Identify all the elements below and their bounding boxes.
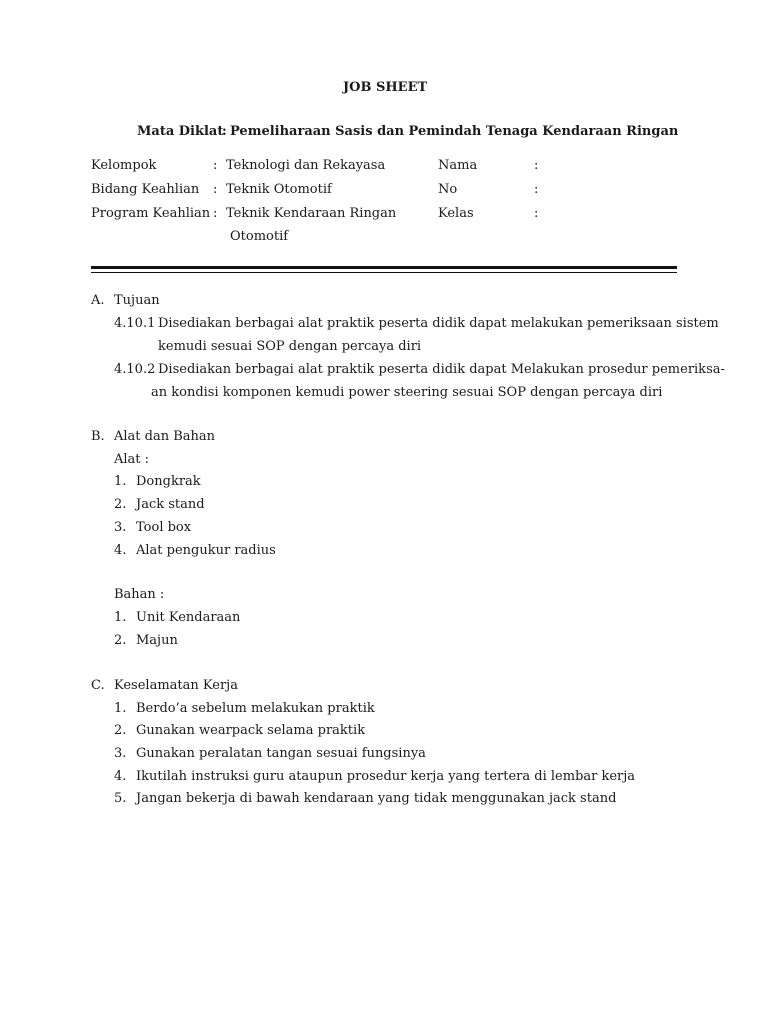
- tool-item: Tool box: [136, 520, 192, 535]
- list-item-number: 3.: [114, 746, 127, 761]
- info-value-bidang: Teknik Otomotif: [226, 182, 332, 197]
- list-item-number: 1.: [114, 701, 127, 716]
- section-a-letter: A.: [91, 293, 105, 308]
- info-label-no: No: [438, 182, 458, 197]
- list-item-number: 1.: [114, 610, 127, 625]
- section-c-letter: C.: [91, 678, 105, 693]
- materials-label: Bahan :: [114, 587, 165, 602]
- tool-item: Dongkrak: [136, 474, 201, 489]
- objective-number: 4.10.1: [114, 316, 156, 331]
- info-value-program-continued: Otomotif: [230, 229, 289, 244]
- list-item-number: 2.: [114, 497, 127, 512]
- objective-number: 4.10.2: [114, 362, 156, 377]
- header-divider-thin: [91, 272, 677, 273]
- objective-text-continued: an kondisi komponen kemudi power steering sesuai SOP dengan percaya diri: [151, 385, 663, 400]
- info-label-kelompok: Kelompok: [91, 158, 157, 173]
- info-separator: :: [213, 182, 218, 197]
- info-label-program: Program Keahlian: [91, 206, 211, 221]
- list-item-number: 2.: [114, 723, 127, 738]
- info-value-program: Teknik Kendaraan Ringan: [226, 206, 397, 221]
- section-b-title: Alat dan Bahan: [114, 429, 216, 444]
- safety-item: Gunakan wearpack selama praktik: [136, 723, 366, 738]
- info-separator: :: [534, 206, 539, 221]
- objective-text: Disediakan berbagai alat praktik peserta didik dapat melakukan pemeriksaan sistem: [158, 316, 719, 331]
- list-item-number: 4.: [114, 769, 127, 784]
- list-item-number: 1.: [114, 474, 127, 489]
- subject-value: Pemeliharaan Sasis dan Pemindah Tenaga Kendaraan Ringan: [230, 124, 679, 139]
- safety-item: Ikutilah instruksi guru ataupun prosedur kerja yang tertera di lembar kerja: [136, 769, 636, 784]
- objective-text: Disediakan berbagai alat praktik peserta didik dapat Melakukan prosedur pemeriksa-: [158, 362, 725, 377]
- subject-separator: :: [222, 124, 227, 139]
- material-item: Majun: [136, 633, 178, 648]
- header-divider-thick: [91, 266, 677, 269]
- list-item-number: 2.: [114, 633, 127, 648]
- list-item-number: 4.: [114, 543, 127, 558]
- safety-item: Jangan bekerja di bawah kendaraan yang tidak menggunakan jack stand: [136, 791, 617, 806]
- tool-item: Jack stand: [136, 497, 205, 512]
- list-item-number: 3.: [114, 520, 127, 535]
- info-separator: :: [534, 158, 539, 173]
- safety-item: Berdo’a sebelum melakukan praktik: [136, 701, 375, 716]
- section-a-title: Tujuan: [114, 293, 160, 308]
- objective-text-continued: kemudi sesuai SOP dengan percaya diri: [158, 339, 422, 354]
- info-separator: :: [534, 182, 539, 197]
- info-separator: :: [213, 206, 218, 221]
- section-c-title: Keselamatan Kerja: [114, 678, 238, 693]
- info-separator: :: [213, 158, 218, 173]
- tools-label: Alat :: [114, 452, 150, 467]
- tool-item: Alat pengukur radius: [136, 543, 276, 558]
- list-item-number: 5.: [114, 791, 127, 806]
- safety-item: Gunakan peralatan tangan sesuai fungsinya: [136, 746, 426, 761]
- info-label-bidang: Bidang Keahlian: [91, 182, 200, 197]
- material-item: Unit Kendaraan: [136, 610, 241, 625]
- info-label-kelas: Kelas: [438, 206, 474, 221]
- page-title: JOB SHEET: [343, 80, 428, 95]
- subject-label: Mata Diklat: [137, 124, 224, 139]
- info-value-kelompok: Teknologi dan Rekayasa: [226, 158, 386, 173]
- section-b-letter: B.: [91, 429, 105, 444]
- info-label-nama: Nama: [438, 158, 478, 173]
